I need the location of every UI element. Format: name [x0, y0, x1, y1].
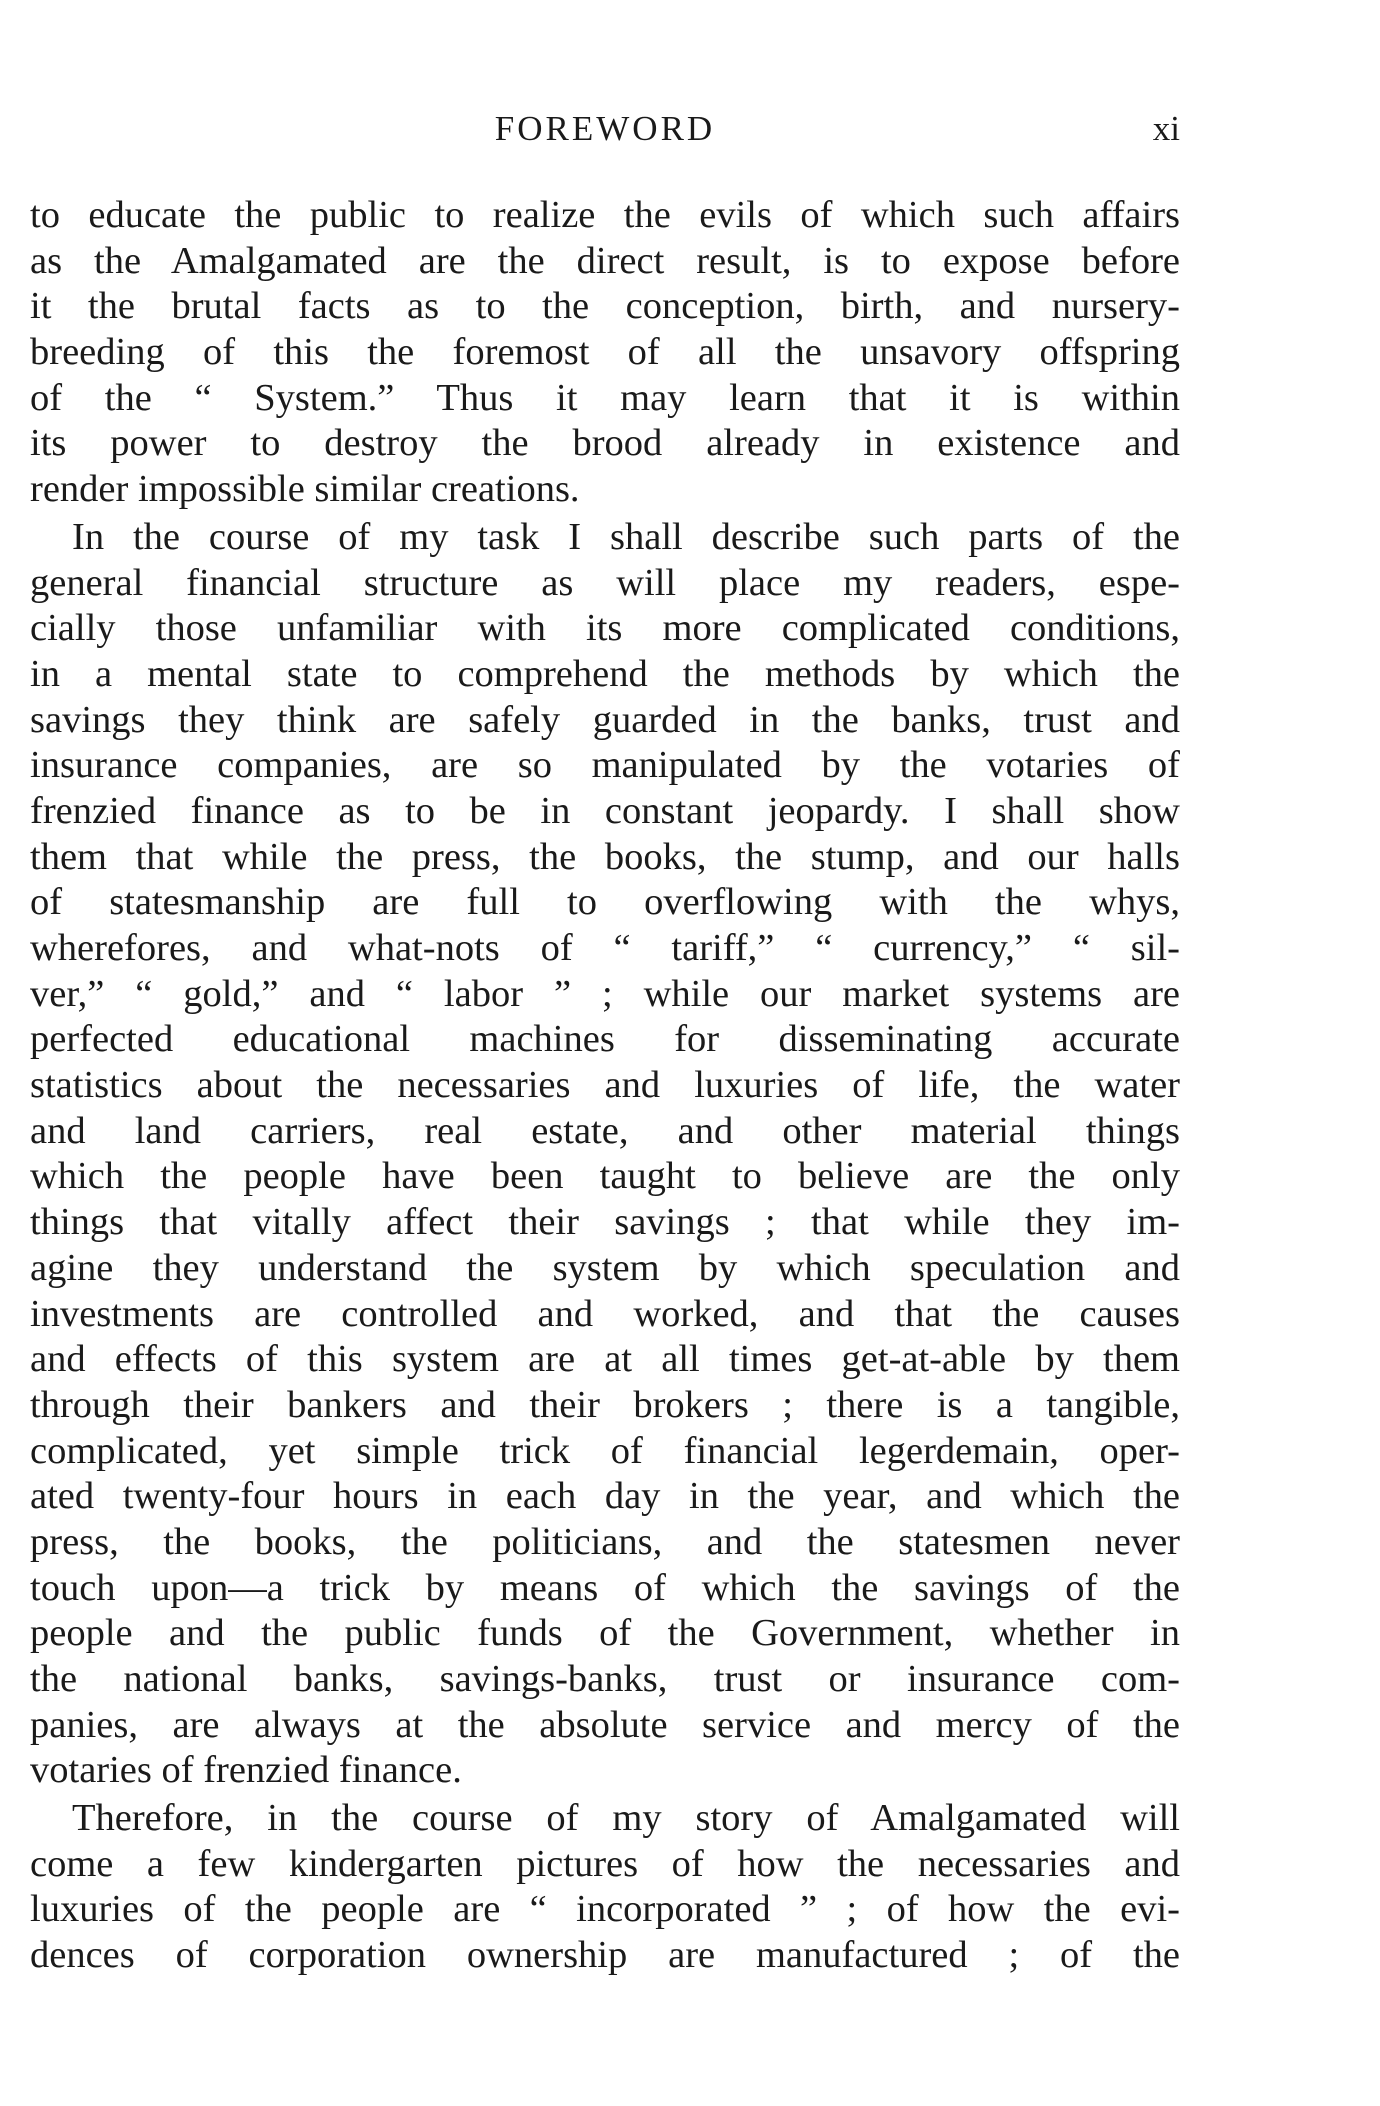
text-line: it the brutal facts as to the conception, birth, and nursery- — [30, 285, 1180, 328]
text-line: its power to destroy the brood already in existence and — [30, 422, 1180, 465]
text-line: investments are controlled and worked, and that the causes — [30, 1292, 1180, 1335]
text-line: of the “ System.” Thus it may learn that it is within — [30, 376, 1180, 419]
text-line: come a few kindergarten pictures of how the necessaries and — [30, 1842, 1180, 1885]
text-line: which the people have been taught to believe are the only — [30, 1155, 1180, 1198]
text-line: cially those unfamiliar with its more complicated conditions, — [30, 607, 1180, 650]
text-line: dences of corporation ownership are manufactured ; of the — [30, 1934, 1180, 1977]
text-line: wherefores, and what-nots of “ tariff,” “ currency,” “ sil- — [30, 927, 1180, 969]
text-line: through their bankers and their brokers ; there is a tangible, — [30, 1383, 1180, 1426]
text-line: to educate the public to realize the evils of which such affairs — [30, 194, 1180, 236]
text-line: ver,” “ gold,” and “ labor ” ; while our market systems are — [30, 972, 1180, 1015]
text-line: of statesmanship are full to overflowing with the whys, — [30, 881, 1180, 924]
text-line: breeding of this the foremost of all the unsavory offspring — [30, 331, 1180, 374]
text-line: Therefore, in the course of my story of Amalgamated will — [72, 1797, 1180, 1840]
text-line: and land carriers, real estate, and other material things — [30, 1109, 1180, 1152]
text-line: votaries of frenzied finance. — [30, 1749, 462, 1792]
text-line: touch upon—a trick by means of which the savings of the — [30, 1566, 1180, 1609]
text-line: savings they think are safely guarded in the banks, trust and — [30, 698, 1180, 741]
text-line: people and the public funds of the Government, whether in — [30, 1612, 1180, 1655]
text-line: insurance companies, are so manipulated by the votaries of — [30, 744, 1180, 787]
text-line: render impossible similar creations. — [30, 468, 580, 511]
text-line: In the course of my task I shall describe such parts of the — [72, 515, 1180, 558]
text-line: in a mental state to comprehend the methods by which the — [30, 652, 1180, 695]
text-line: them that while the press, the books, the stump, and our halls — [30, 835, 1180, 878]
running-title: FOREWORD — [494, 109, 716, 148]
text-line: perfected educational machines for disseminating accurate — [30, 1018, 1180, 1061]
text-line: press, the books, the politicians, and the statesmen never — [30, 1520, 1180, 1563]
text-line: the national banks, savings-banks, trust or insurance com- — [30, 1658, 1180, 1700]
text-line: as the Amalgamated are the direct result, is to expose before — [30, 239, 1180, 282]
text-line: general financial structure as will place my readers, espe- — [30, 561, 1180, 604]
page-number: xi — [1152, 109, 1180, 148]
text-line: and effects of this system are at all times get-at-able by them — [30, 1338, 1180, 1381]
body-text — [30, 193, 1180, 1979]
running-head — [30, 104, 1180, 154]
text-line: statistics about the necessaries and luxuries of life, the water — [30, 1064, 1180, 1107]
text-line: frenzied finance as to be in constant jeopardy. I shall show — [30, 789, 1180, 832]
text-line: complicated, yet simple trick of financial legerdemain, oper- — [30, 1429, 1180, 1472]
text-line: things that vitally affect their savings ; that while they im- — [30, 1201, 1180, 1244]
text-line: luxuries of the people are “ incorporated ” ; of how the evi- — [30, 1888, 1180, 1931]
text-line: agine they understand the system by which speculation and — [30, 1246, 1180, 1289]
text-line: panies, are always at the absolute service and mercy of the — [30, 1703, 1180, 1746]
text-line: ated twenty-four hours in each day in the year, and which the — [30, 1475, 1180, 1518]
